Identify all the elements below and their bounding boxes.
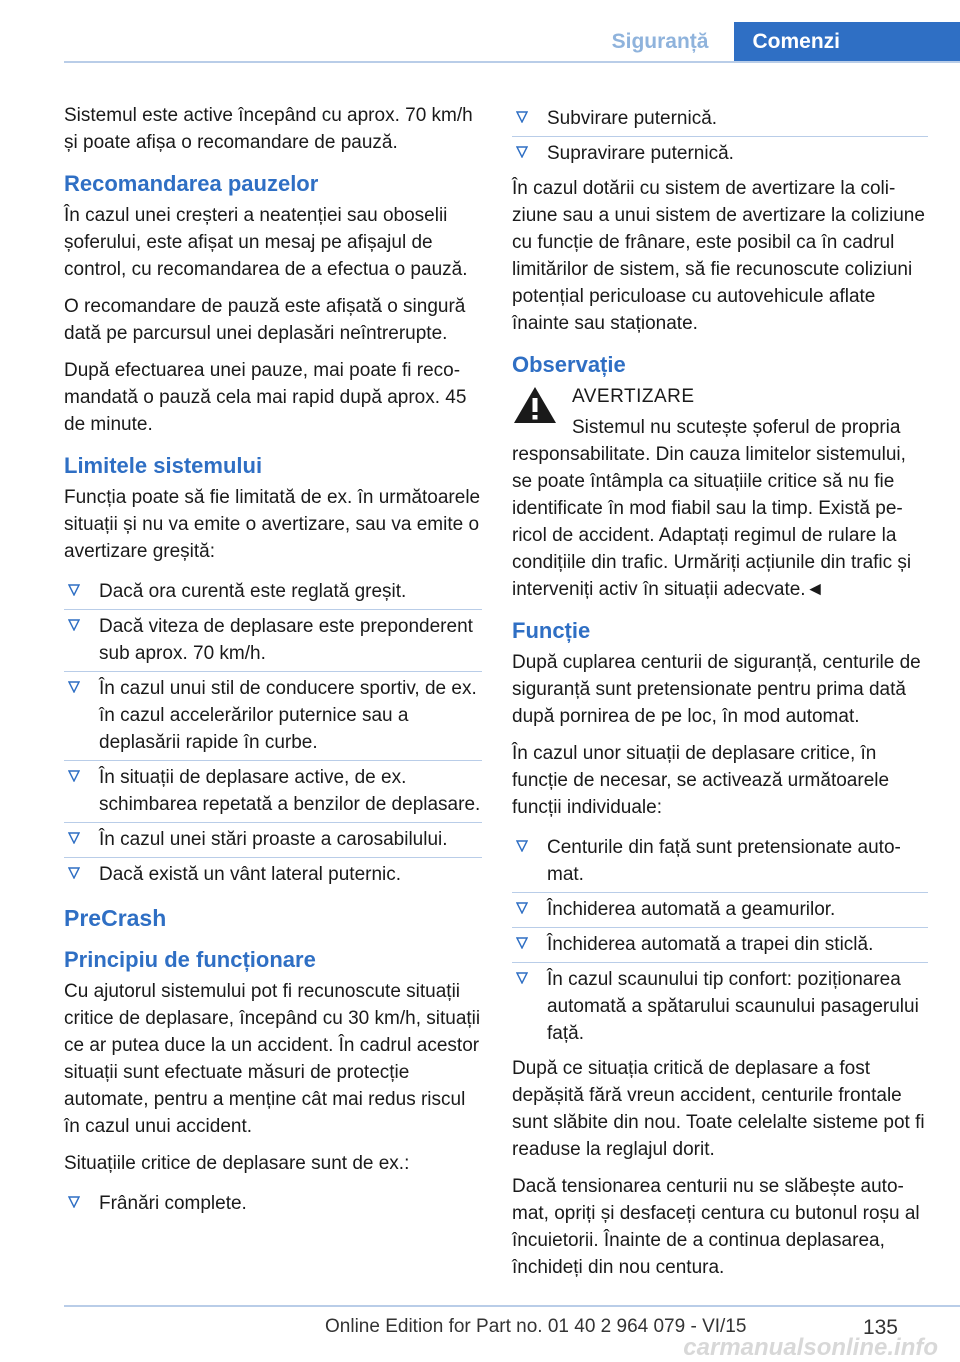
- list-item: Dacă există un vânt lateral puternic.: [64, 857, 482, 888]
- header-divider: [64, 61, 960, 63]
- footer-divider: [64, 1305, 960, 1307]
- warning-triangle-icon: [512, 385, 558, 425]
- page-number: 135: [862, 1316, 898, 1339]
- triangle-bullet-icon: [68, 584, 80, 596]
- paragraph: Situațiile critice de deplasare sunt de ex.:: [64, 1153, 410, 1174]
- bullet-list-functions: [512, 831, 928, 1047]
- triangle-bullet-icon: [68, 681, 80, 693]
- triangle-bullet-icon: [516, 840, 528, 852]
- paragraph: După ce situația critică de deplasare a fost depășită fără vreun accident, centurile frontale sunt slăbite din nou. Toate celelalte sisteme pot fi readuse la reglajul dorit.: [512, 1058, 925, 1160]
- paragraph: Funcția poate să fie limitată de ex. în următoarele situații și nu va emite o avertizare, sau va emite o avertizare greșită:: [64, 487, 481, 562]
- heading-recomandarea-pauzelor: Recomandarea pauzelor: [64, 171, 319, 196]
- list-item: Dacă viteza de deplasare este preponderent sub aprox. 70 km/h.: [64, 609, 482, 667]
- triangle-bullet-icon: [516, 902, 528, 914]
- list-item: În cazul unei stări proaste a carosabilului.: [64, 822, 482, 853]
- heading-observatie: Observație: [512, 352, 626, 377]
- right-column: [512, 102, 928, 1291]
- triangle-bullet-icon: [516, 937, 528, 949]
- paragraph: În cazul dotării cu sistem de avertizare la coliziune sau a unui sistem de avertizare la coliziune cu funcție de frânare, este posibil ca în cadrul limitărilor de sistem, să fie recunoscute coliziuni potențial periculoase cu autovehicule aflate înainte sau staționate.: [512, 178, 925, 334]
- paragraph: În cazul unei creșteri a neatenției sau oboselii șoferului, este afișat un mesaj pe afișajul de control, cu recomandarea de a efectua o pauză.: [64, 205, 468, 280]
- edition-text: Online Edition for Part no. 01 40 2 964 079 - VI/15: [325, 1316, 747, 1337]
- triangle-bullet-icon: [516, 111, 528, 123]
- list-item: În cazul unui stil de conducere sportiv, de ex. în cazul accelerărilor puternice sau a deplasării rapide în curbe.: [64, 671, 482, 756]
- triangle-bullet-icon: [516, 146, 528, 158]
- list-item: Dacă ora curentă este reglată greșit.: [64, 575, 482, 605]
- left-column: [64, 102, 482, 1225]
- list-item: În situații de deplasare active, de ex. schimbarea repetată a benzilor de deplasare.: [64, 760, 482, 818]
- list-item: Supravirare puternică.: [512, 136, 928, 167]
- paragraph: Cu ajutorul sistemului pot fi recunoscute situații critice de deplasare, începând cu 30 km/h, situații ce ar putea duce la un accident. În cadrul acestor situații sunt efectuate măsuri de protecție automate, pentru a menține cât mai redus riscul în cazul unui accident.: [64, 981, 481, 1137]
- list-item: În cazul scaunului tip confort: poziționarea automată a spătarului scaunului pasagerului față.: [512, 962, 928, 1047]
- bullet-list-critical-situations-cont: [512, 102, 928, 167]
- page-header: [602, 22, 960, 62]
- heading-functie: Funcție: [512, 618, 591, 643]
- watermark: carmanualsonline.info: [683, 1334, 938, 1361]
- header-section-label: Siguranță: [611, 30, 709, 53]
- triangle-bullet-icon: [68, 867, 80, 879]
- warning-box: [512, 383, 928, 603]
- triangle-bullet-icon: [516, 972, 528, 984]
- list-item: Subvirare puternică.: [512, 102, 928, 132]
- list-item: Centurile din față sunt pretensionate automat.: [512, 831, 928, 888]
- list-item: Frânări complete.: [64, 1187, 482, 1217]
- triangle-bullet-icon: [68, 770, 80, 782]
- bullet-list-critical-situations: [64, 1187, 482, 1217]
- paragraph: În cazul unor situații de deplasare critice, în funcție de necesar, se activează următoarele funcții individuale:: [512, 743, 890, 818]
- paragraph: Dacă tensionarea centurii nu se slăbește automat, opriți și desfaceți centura cu butonul roșu al încuietorii. Înainte de a continua deplasarea, închideți din nou centura.: [512, 1176, 920, 1278]
- warning-title: AVERTIZARE: [572, 386, 695, 407]
- triangle-bullet-icon: [68, 832, 80, 844]
- header-active-tab: Comenzi: [734, 22, 960, 62]
- heading-limitele-sistemului: Limitele sistemului: [64, 453, 263, 478]
- list-item: Închiderea automată a trapei din sticlă.: [512, 927, 928, 958]
- paragraph: După cuplarea centurii de siguranță, centurile de siguranță sunt pretensionate pentru prima dată după pornirea de pe loc, în mod automat.: [512, 652, 921, 727]
- list-item: Închiderea automată a geamurilor.: [512, 892, 928, 923]
- triangle-bullet-icon: [68, 1196, 80, 1208]
- heading-principiu-de-functionare: Principiu de funcționare: [64, 947, 316, 972]
- paragraph: După efectuarea unei pauze, mai poate fi recomandată o pauză cela mai rapid după aprox. 45 de minute.: [64, 360, 467, 435]
- paragraph: O recomandare de pauză este afișată o singură dată pe parcursul unei deplasări neîntrerupte.: [64, 296, 466, 344]
- warning-text: Sistemul nu scutește șoferul de propria responsabilitate. Din cauza limitelor sistemului, se poate întâmpla ca situațiile critice să nu fie identificate în mod fiabil sau la timp. Există pericol de accident. Adaptați regimul de rulare la condițiile din trafic. Urmăriți acțiunile din trafic și interveniți activ în situații adecvate.◄: [512, 417, 912, 600]
- intro-paragraph: Sistemul este active începând cu aprox. 70 km/h și poate afișa o recomandare de pauză.: [64, 105, 473, 153]
- triangle-bullet-icon: [68, 619, 80, 631]
- bullet-list-limitations: [64, 575, 482, 888]
- heading-precrash: PreCrash: [64, 905, 167, 931]
